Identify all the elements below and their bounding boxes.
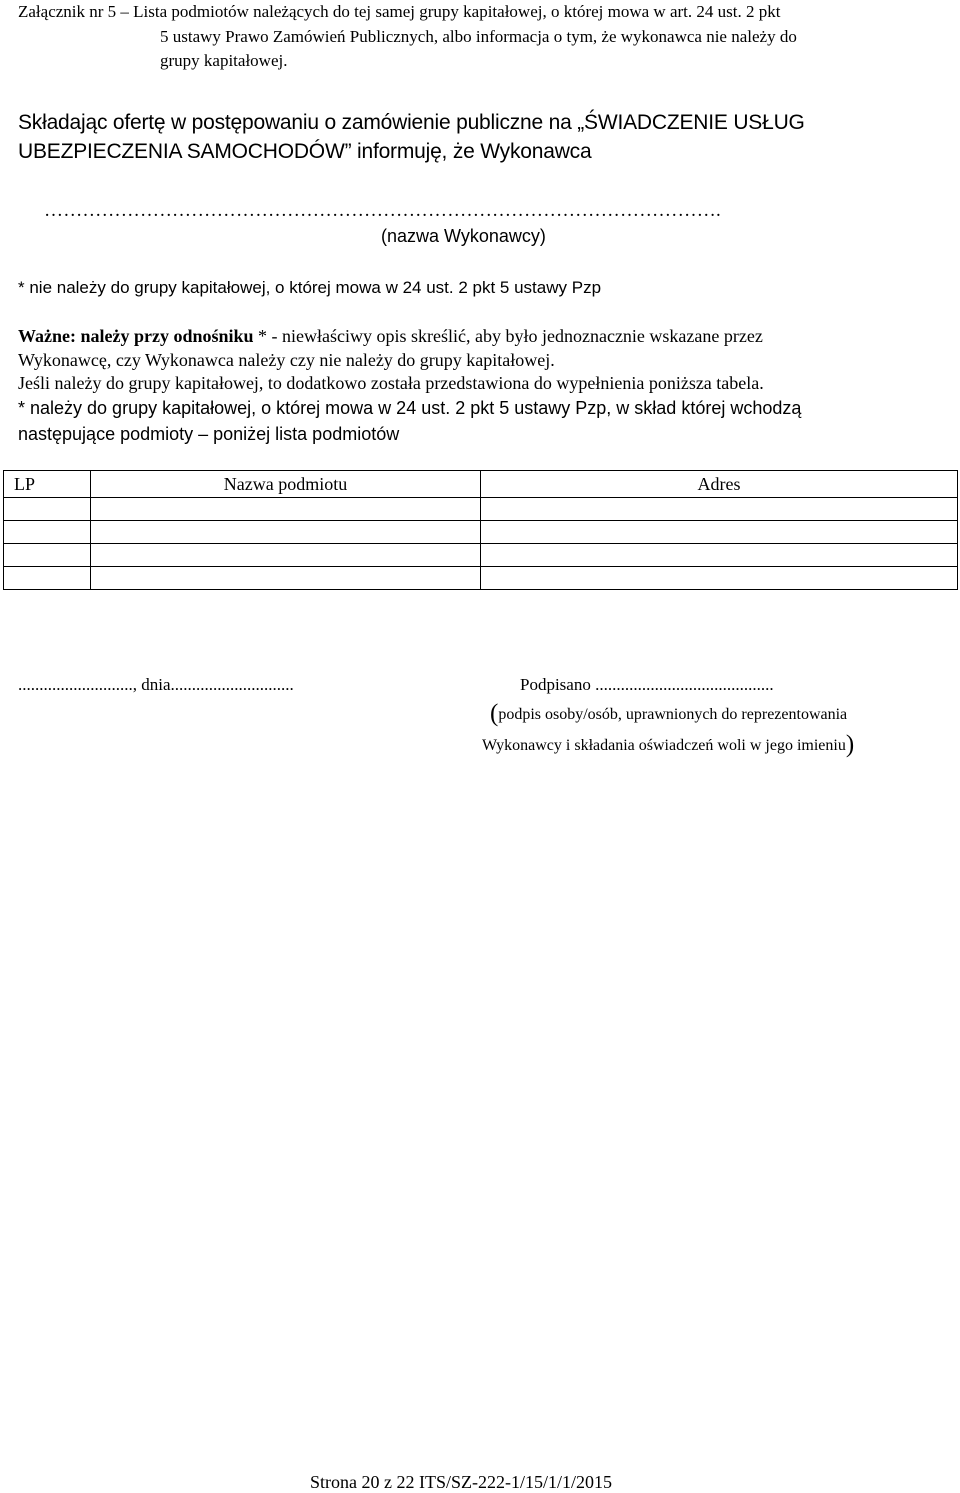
table-cell[interactable] — [91, 567, 481, 590]
page-footer: Strona 20 z 22 ITS/SZ-222-1/15/1/1/2015 — [310, 1472, 612, 1492]
contractor-name-dots: ……………………………………………………………………………………………. — [44, 200, 721, 221]
signature-note-text-2: Wykonawcy i składania oświadczeń woli w jego imieniu — [482, 737, 846, 754]
option-member-line-2: następujące podmioty – poniżej lista podmiotów — [18, 424, 400, 444]
notice-bold-label: Ważne: należy przy odnośniku — [18, 326, 254, 346]
table-cell[interactable] — [4, 544, 91, 567]
contractor-name-caption: (nazwa Wykonawcy) — [381, 226, 546, 246]
signed-line: Podpisano .......................................... — [520, 675, 774, 694]
table-header-row — [4, 471, 958, 498]
table-row — [4, 498, 958, 521]
notice-line-2: Wykonawcę, czy Wykonawca należy czy nie należy do grupy kapitałowej. — [18, 350, 555, 370]
signature-note-open-paren: ( — [490, 700, 499, 727]
signature-note-line-1 — [490, 700, 847, 728]
table-cell[interactable] — [91, 498, 481, 521]
signature-note-close-paren: ) — [845, 731, 855, 758]
notice-line-1-rest: * - niewłaściwy opis skreślić, aby było jednoznacznie wskazane przez — [253, 326, 763, 346]
intro-line-1: Składając ofertę w postępowaniu o zamówienie publiczne na „ŚWIADCZENIE USŁUG — [18, 111, 805, 134]
notice-line-1 — [18, 326, 763, 347]
table-cell[interactable] — [481, 567, 958, 590]
table-cell[interactable] — [91, 544, 481, 567]
table-cell[interactable] — [481, 544, 958, 567]
option-member-line-1: * należy do grupy kapitałowej, o której mowa w 24 ust. 2 pkt 5 ustawy Pzp, w skład której wchodzą — [18, 398, 802, 418]
annex-title-line-3: grupy kapitałowej. — [160, 51, 288, 70]
group-entities-table — [3, 470, 958, 590]
date-line: ..........................., dnia............................. — [18, 675, 294, 694]
table-row — [4, 567, 958, 590]
option-not-member: * nie należy do grupy kapitałowej, o której mowa w 24 ust. 2 pkt 5 ustawy Pzp — [18, 278, 602, 297]
table-row — [4, 521, 958, 544]
table-row — [4, 544, 958, 567]
column-header-entity-name: Nazwa podmiotu — [91, 471, 481, 498]
table-cell[interactable] — [91, 521, 481, 544]
notice-line-3: Jeśli należy do grupy kapitałowej, to dodatkowo została przedstawiona do wypełnienia poniższa tabela. — [18, 373, 764, 393]
column-header-lp: LP — [4, 471, 91, 498]
annex-title-line-1: Załącznik nr 5 – Lista podmiotów należących do tej samej grupy kapitałowej, o której mowa w art. 24 ust. 2 pkt — [18, 2, 781, 21]
annex-title-line-2: 5 ustawy Prawo Zamówień Publicznych, albo informacja o tym, że wykonawca nie należy do — [160, 27, 797, 46]
table-cell[interactable] — [4, 521, 91, 544]
intro-line-2: UBEZPIECZENIA SAMOCHODÓW” informuję, że Wykonawca — [18, 140, 592, 163]
signature-note-line-2 — [482, 731, 854, 759]
table-cell[interactable] — [4, 567, 91, 590]
column-header-address: Adres — [481, 471, 958, 498]
signature-note-text-1: podpis osoby/osób, uprawnionych do reprezentowania — [498, 706, 848, 723]
table-cell[interactable] — [481, 521, 958, 544]
table-cell[interactable] — [481, 498, 958, 521]
table-cell[interactable] — [4, 498, 91, 521]
